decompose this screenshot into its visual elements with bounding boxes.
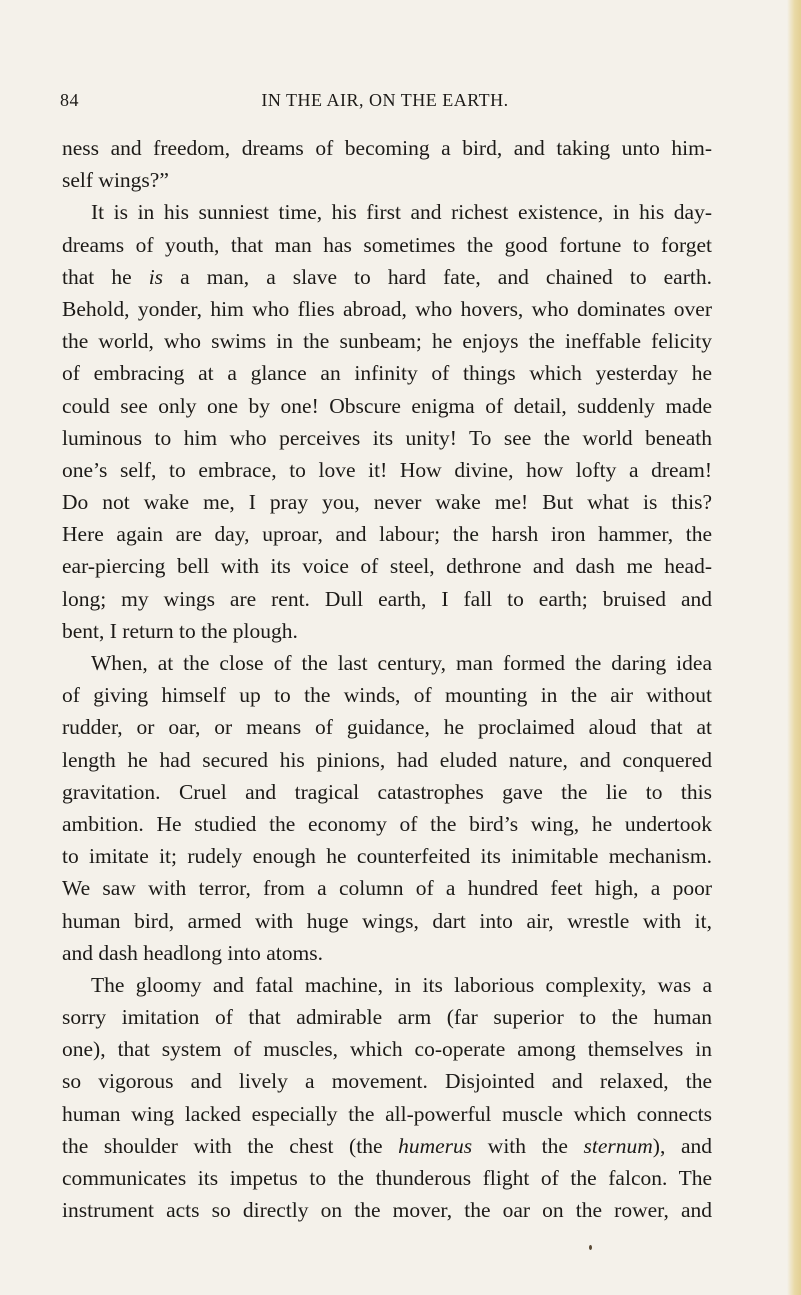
text-line: rudder, or oar, or means of guidance, he proclaimed aloud that at bbox=[62, 715, 712, 740]
text-line: ambition. He studied the economy of the bird’s wing, he undertook bbox=[62, 811, 712, 836]
text-line: of embracing at a glance an infinity of things which yesterday he bbox=[62, 361, 712, 386]
text-line: communicates its impetus to the thunderous flight of the falcon. The bbox=[62, 1166, 712, 1190]
text-line: sorry imitation of that admirable arm (far superior to the human bbox=[62, 1005, 712, 1030]
text-line: ness and freedom, dreams of becoming a bird, and taking unto him- bbox=[62, 136, 712, 160]
text-line: could see only one by one! Obscure enigma of detail, suddenly made bbox=[62, 393, 712, 418]
text-line: long; my wings are rent. Dull earth, I fall to earth; bruised and bbox=[62, 586, 712, 611]
text-line: instrument acts so directly on the mover, the oar on the rower, and bbox=[62, 1198, 712, 1223]
text-line: Here again are day, uproar, and labour; the harsh iron hammer, the bbox=[62, 522, 712, 547]
text-line: that he is a man, a slave to hard fate, and chained to earth. bbox=[62, 264, 712, 289]
text-line: The gloomy and fatal machine, in its laborious complexity, was a bbox=[91, 972, 712, 997]
text-line: human wing lacked especially the all-powerful muscle which connects bbox=[62, 1101, 712, 1126]
ink-speck bbox=[589, 1245, 592, 1250]
text-line: ear-piercing bell with its voice of steel, dethrone and dash me head- bbox=[62, 554, 712, 579]
text-line: human bird, armed with huge wings, dart into air, wrestle with it, bbox=[62, 908, 712, 933]
text-line: Behold, yonder, him who flies abroad, who hovers, who dominates over bbox=[62, 296, 712, 321]
text-line: so vigorous and lively a movement. Disjointed and relaxed, the bbox=[62, 1069, 712, 1094]
text-line: Do not wake me, I pray you, never wake me! But what is this? bbox=[62, 490, 712, 515]
text-line: the world, who swims in the sunbeam; he enjoys the ineffable felicity bbox=[62, 329, 712, 354]
text-line: gravitation. Cruel and tragical catastrophes gave the lie to this bbox=[62, 779, 712, 804]
text-line: to imitate it; rudely enough he counterfeited its inimitable mechanism. bbox=[62, 844, 712, 869]
text-line: self wings?” bbox=[62, 168, 169, 193]
text-line: dreams of youth, that man has sometimes the good fortune to forget bbox=[62, 232, 712, 257]
text-line: luminous to him who perceives its unity! To see the world beneath bbox=[62, 425, 712, 450]
text-line: one), that system of muscles, which co-operate among themselves in bbox=[62, 1037, 712, 1062]
page-number: 84 bbox=[60, 90, 79, 110]
text-line: We saw with terror, from a column of a hundred feet high, a poor bbox=[62, 876, 712, 901]
running-head: IN THE AIR, ON THE EARTH. bbox=[261, 90, 509, 110]
text-line: length he had secured his pinions, had eluded nature, and conquered bbox=[62, 747, 712, 772]
text-line: of giving himself up to the winds, of mounting in the air without bbox=[62, 683, 712, 708]
page-header bbox=[60, 90, 710, 114]
text-line: When, at the close of the last century, man formed the daring idea bbox=[91, 651, 712, 675]
text-line: the shoulder with the chest (the humerus with the sternum), and bbox=[62, 1133, 712, 1158]
text-line: one’s self, to embrace, to love it! How divine, how lofty a dream! bbox=[62, 457, 712, 482]
page-edge-tint bbox=[787, 0, 801, 1295]
text-line: It is in his sunniest time, his first and richest existence, in his day- bbox=[91, 200, 712, 225]
body-text bbox=[62, 132, 712, 1226]
text-line: and dash headlong into atoms. bbox=[62, 940, 323, 965]
text-line: bent, I return to the plough. bbox=[62, 618, 298, 643]
